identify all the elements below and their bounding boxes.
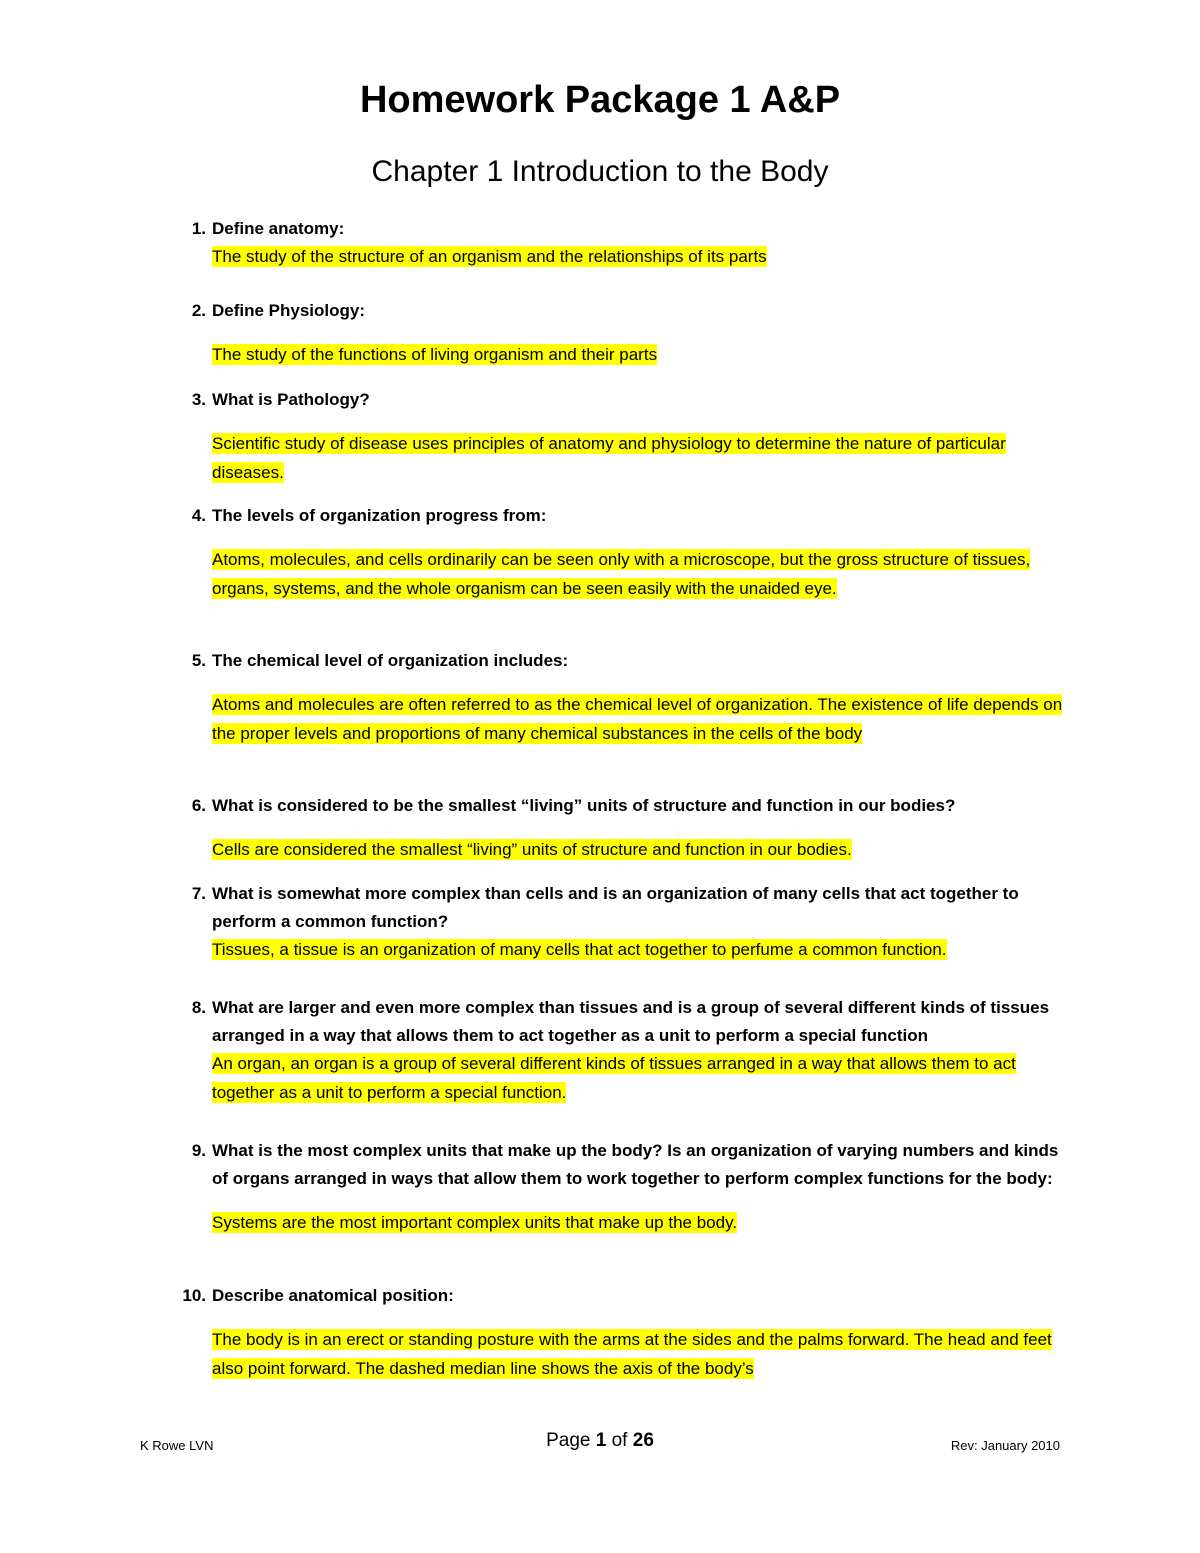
question-number: 10.	[182, 1286, 206, 1305]
answer-text	[212, 341, 1072, 370]
chapter-subtitle: Chapter 1 Introduction to the Body	[371, 155, 829, 188]
page-indicator	[140, 1430, 1060, 1452]
answer-text	[212, 836, 1072, 865]
question-4	[191, 502, 1072, 603]
question-9	[191, 1137, 1072, 1238]
page-footer	[140, 1430, 1060, 1460]
question-text: What is the most complex units that make up the body? Is an organization of varying numbers and kinds of organs arranged in ways that allow them to work together to perform complex functions for the body:	[212, 1141, 1059, 1188]
footer-revision: Rev: January 2010	[950, 1438, 1060, 1453]
question-1	[191, 215, 1072, 272]
question-number: 1.	[191, 219, 206, 238]
question-number: 3.	[191, 390, 206, 409]
question-number: 4.	[191, 506, 206, 525]
answer-text	[212, 691, 1072, 748]
question-2	[191, 297, 1072, 370]
answer-text	[212, 1209, 1072, 1238]
answer-highlight: An organ, an organ is a group of several different kinds of tissues arranged in a way that allows them to act together as a unit to perform a special function.	[212, 1054, 1016, 1102]
answer-highlight: Cells are considered the smallest “living” units of structure and function in our bodies.	[212, 840, 852, 859]
answer-text	[212, 243, 1072, 272]
question-3	[191, 386, 1072, 487]
answer-text	[212, 430, 1072, 487]
question-number: 8.	[191, 998, 206, 1017]
question-number: 2.	[191, 301, 206, 320]
answer-text	[212, 546, 1072, 603]
question-text: Define anatomy:	[212, 219, 345, 238]
question-text: What is Pathology?	[212, 390, 370, 409]
answer-highlight: The study of the functions of living organism and their parts	[212, 345, 658, 364]
question-number: 7.	[191, 884, 206, 903]
page-word: Page	[546, 1430, 591, 1451]
answer-text	[212, 1326, 1072, 1383]
question-text: What is somewhat more complex than cells and is an organization of many cells that act together to perform a common function?	[212, 884, 1019, 931]
answer-highlight: The body is in an erect or standing posture with the arms at the sides and the palms forward. The head and feet also point forward. The dashed median line shows the axis of the body’s	[212, 1330, 1052, 1378]
question-5	[191, 647, 1072, 748]
page-number: 1	[595, 1430, 607, 1451]
answer-highlight: Atoms, molecules, and cells ordinarily can be seen only with a microscope, but the gross structure of tissues, organs, systems, and the whole organism can be seen easily with the unaided eye.	[212, 550, 1031, 598]
page-title: Homework Package 1 A&P	[359, 79, 841, 121]
question-number: 5.	[191, 651, 206, 670]
question-number: 9.	[191, 1141, 206, 1160]
answer-text	[212, 1050, 1072, 1107]
page-total: 26	[632, 1430, 654, 1451]
footer-author: K Rowe LVN	[140, 1438, 214, 1453]
question-text: The levels of organization progress from:	[212, 506, 547, 525]
question-6	[191, 792, 1072, 865]
question-7	[191, 880, 1072, 965]
answer-text	[212, 936, 1072, 965]
question-text: What is considered to be the smallest “living” units of structure and function in our bodies?	[212, 796, 956, 815]
answer-highlight: Atoms and molecules are often referred to as the chemical level of organization. The existence of life depends on the proper levels and proportions of many chemical substances in the cells of the body	[212, 695, 1063, 743]
question-text: Describe anatomical position:	[212, 1286, 454, 1305]
answer-highlight: The study of the structure of an organism and the relationships of its parts	[212, 247, 767, 266]
question-text: The chemical level of organization includes:	[212, 651, 569, 670]
question-text: Define Physiology:	[212, 301, 366, 320]
of-word: of	[611, 1430, 628, 1451]
question-number: 6.	[191, 796, 206, 815]
question-text: What are larger and even more complex than tissues and is a group of several different kinds of tissues arranged in a way that allows them to act together as a unit to perform a special function	[212, 998, 1050, 1045]
question-8	[191, 994, 1072, 1107]
answer-highlight: Systems are the most important complex units that make up the body.	[212, 1213, 738, 1232]
answer-highlight: Tissues, a tissue is an organization of many cells that act together to perfume a common function.	[212, 940, 947, 959]
answer-highlight: Scientific study of disease uses principles of anatomy and physiology to determine the nature of particular diseases.	[212, 434, 1006, 482]
question-10	[182, 1282, 1072, 1383]
